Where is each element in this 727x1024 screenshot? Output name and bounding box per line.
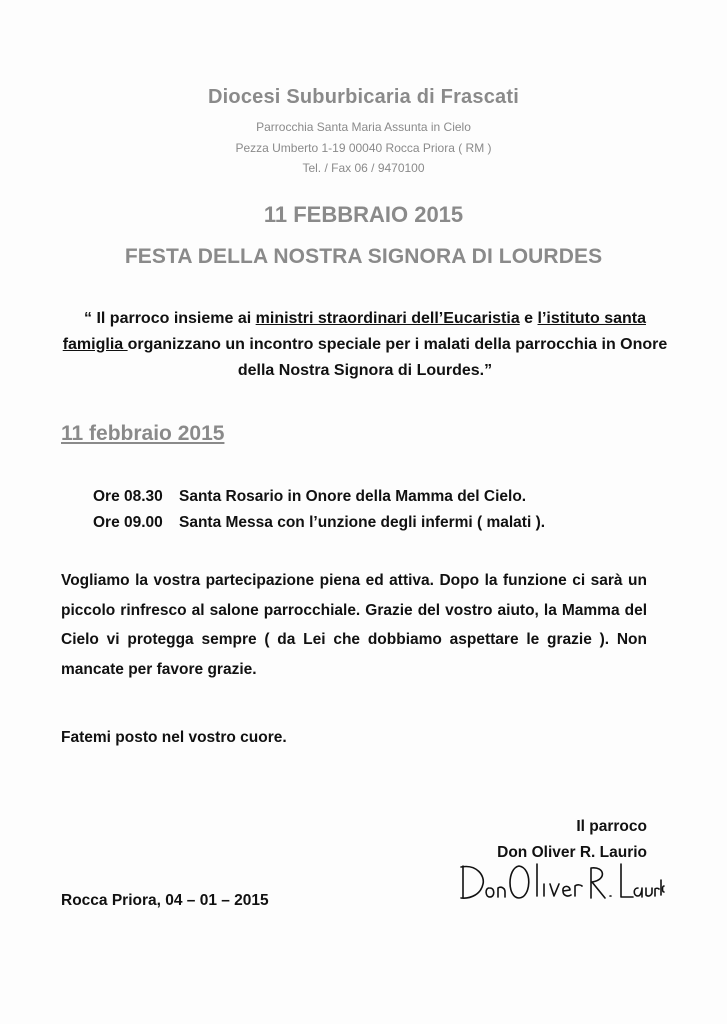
parish-address: Pezza Umberto 1-19 00040 Rocca Priora ( RM ) bbox=[235, 141, 492, 155]
ministers-underlined: ministri straordinari dell’Eucaristia bbox=[255, 310, 520, 327]
parish-name: Parrocchia Santa Maria Assunta in Cielo bbox=[256, 120, 471, 134]
event-date-title: 11 FEBBRAIO 2015 bbox=[263, 202, 464, 227]
handwritten-signature bbox=[455, 858, 665, 906]
announcement-quote bbox=[60, 306, 670, 384]
body-paragraph: Vogliamo la vostra partecipazione piena ed attiva. Dopo la funzione ci sarà un piccolo rinfresco al salone parrocchiale. Grazie del vostro aiuto, la Mamma del Cielo vi protegga sempre ( da Lei che dobbiamo aspettare le grazie ). Non mancate per favore grazie. bbox=[61, 572, 647, 678]
diocese-name: Diocesi Suburbicaria di Frascati bbox=[208, 86, 519, 108]
quote-part-3: organizzano un incontro speciale per i malati della parrocchia in Onore della Nostra Signora di Lourdes.” bbox=[127, 336, 668, 379]
schedule-event: Santa Rosario in Onore della Mamma del Cielo. bbox=[179, 488, 527, 505]
schedule-time: Ore 09.00 bbox=[93, 514, 163, 531]
signer-role: Il parroco bbox=[576, 818, 647, 835]
place-and-date: Rocca Priora, 04 – 01 – 2015 bbox=[61, 892, 269, 909]
schedule-list bbox=[93, 484, 545, 536]
schedule-row bbox=[93, 510, 545, 536]
schedule-event: Santa Messa con l’unzione degli infermi ( malati ). bbox=[179, 514, 546, 531]
institute-underlined: l’istituto santa famiglia bbox=[62, 310, 646, 353]
schedule-date-heading: 11 febbraio 2015 bbox=[61, 422, 225, 445]
closing-line: Fatemi posto nel vostro cuore. bbox=[61, 729, 287, 746]
quote-part-2: e bbox=[519, 310, 538, 327]
signer-name: Don Oliver R. Laurio bbox=[497, 844, 647, 861]
schedule-row bbox=[93, 484, 545, 510]
parish-phone: Tel. / Fax 06 / 9470100 bbox=[302, 161, 425, 175]
schedule-time: Ore 08.30 bbox=[93, 488, 163, 505]
feast-title: FESTA DELLA NOSTRA SIGNORA DI LOURDES bbox=[124, 245, 603, 268]
quote-part-1: “ Il parroco insieme ai bbox=[84, 310, 256, 327]
